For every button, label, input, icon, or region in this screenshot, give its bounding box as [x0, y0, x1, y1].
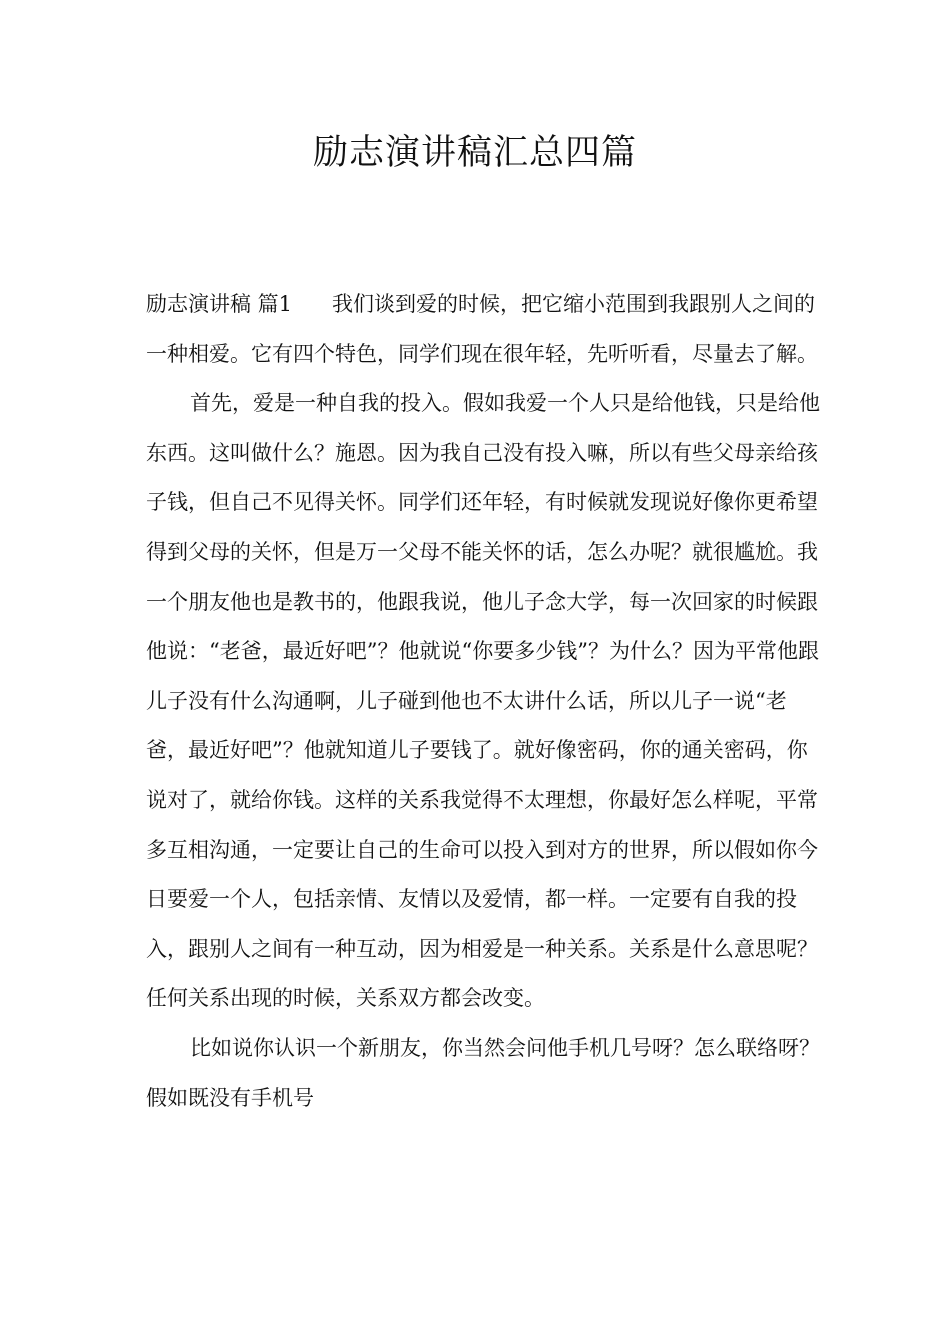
- paragraph-1: [146, 280, 826, 379]
- document-body: [146, 280, 826, 1123]
- document-title: 励志演讲稿汇总四篇: [312, 133, 637, 173]
- paragraph-2: 首先，爱是一种自我的投入。假如我爱一个人只是给他钱，只是给他东西。这叫做什么？施恩。因为我自己没有投入嘛，所以有些父母亲给孩子钱，但自己不见得关怀。同学们还年轻，有时候就发现说好像你更希望得到父母的关怀，但是万一父母不能关怀的话，怎么办呢？就很尴尬。我一个朋友他也是教书的，他跟我说，他儿子念大学，每一次回家的时候跟他说：“老爸，最近好吧”？他就说“你要多少钱”？为什么？因为平常他跟儿子没有什么沟通啊，儿子碰到他也不太讲什么话，所以儿子一说“老爸，最近好吧”？他就知道儿子要钱了。就好像密码，你的通关密码，你说对了，就给你钱。这样的关系我觉得不太理想，你最好怎么样呢，平常多互相沟通，一定要让自己的生命可以投入到对方的世界，所以假如你今日要爱一个人，包括亲情、友情以及爱情，都一样。一定要有自我的投入，跟别人之间有一种互动，因为相爱是一种关系。关系是什么意思呢？任何关系出现的时候，关系双方都会改变。: [146, 391, 820, 1011]
- paragraph-1-text: 我们谈到爱的时候，把它缩小范围到我跟别人之间的一种相爱。它有四个特色，同学们现在很年轻，先听听看，尽量去了解。: [146, 292, 818, 366]
- section-label: 励志演讲稿 篇1: [146, 292, 293, 316]
- paragraph-3: 比如说你认识一个新朋友，你当然会问他手机几号呀？怎么联络呀？假如既没有手机号: [146, 1035, 820, 1110]
